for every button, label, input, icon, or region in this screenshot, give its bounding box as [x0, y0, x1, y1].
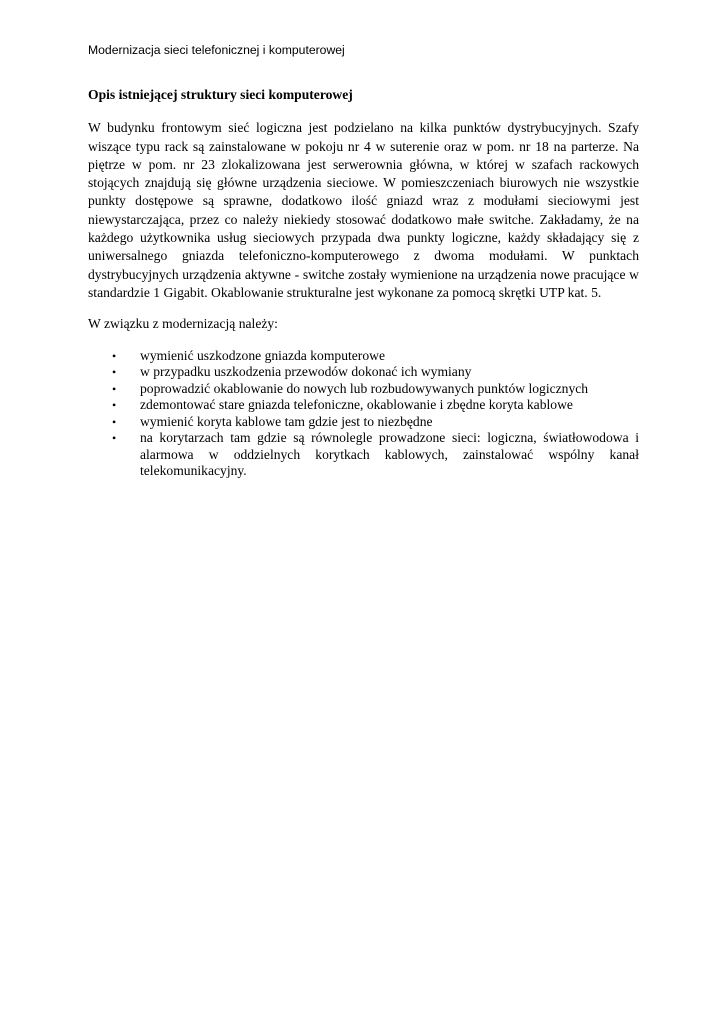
list-item	[112, 430, 639, 480]
document-body	[88, 86, 639, 480]
list-item	[112, 413, 639, 431]
bullet-icon: •	[112, 381, 117, 396]
list-item	[112, 380, 639, 398]
list-item	[112, 397, 639, 414]
bullet-icon: •	[112, 398, 117, 413]
bullet-icon: •	[112, 414, 117, 429]
list-item-text: wymienić uszkodzone gniazda komputerowe	[140, 347, 385, 363]
list-item-text: zdemontować stare gniazda telefoniczne, okablowanie i zbędne koryta kablowe	[140, 397, 573, 413]
section-heading: Opis istniejącej struktury sieci komputerowej	[88, 87, 353, 102]
lead-in-paragraph: W związku z modernizacją należy:	[88, 316, 278, 332]
description-paragraph: W budynku frontowym sieć logiczna jest podzielano na kilka punktów dystrybucyjnych. Szafy wiszące typu rack są zainstalowane w pokoju nr 4 w suterenie oraz w pom. nr 18 na parterze. Na piętrze w pom. nr 23 zlokalizowana jest serwerownia główna, w której w szafach rackowych stojących znajdują się główne urządzenia sieciowe. W pomieszczeniach biurowych nie wszystkie punkty dostępowe są sprawne, dodatkowo ilość gniazd wraz z modułami sieciowymi jest niewystarczająca, przez co należy niekiedy stosować dodatkowo małe switche. Zakładamy, że na każdego użytkownika usług sieciowych przypada dwa punkty logiczne, każdy składający się z uniwersalnego gniazda telefoniczno-komputerowego z dwoma modułami. W punktach dystrybucyjnych urządzenia aktywne - switche zostały wymienione na urządzenia nowe pracujące w standardzie 1 Gigabit. Okablowanie strukturalne jest wykonane za pomocą skrętki UTP kat. 5.	[88, 120, 639, 300]
list-item-text: wymienić koryta kablowe tam gdzie jest to niezbędne	[140, 413, 433, 429]
task-list	[88, 348, 639, 480]
running-header: Modernizacja sieci telefonicznej i komputerowej	[88, 43, 345, 57]
list-item-text: na korytarzach tam gdzie są równolegle prowadzone sieci: logiczna, światłowodowa i alarmowa w oddzielnych korytkach kablowych, zainstalować wspólny kanał telekomunikacyjny.	[140, 430, 639, 479]
bullet-icon: •	[112, 431, 117, 446]
list-item-text: w przypadku uszkodzenia przewodów dokonać ich wymiany	[140, 364, 472, 380]
bullet-icon: •	[112, 348, 117, 363]
list-item-text: poprowadzić okablowanie do nowych lub rozbudowywanych punktów logicznych	[140, 380, 589, 396]
bullet-icon: •	[112, 365, 117, 380]
list-item	[112, 364, 639, 381]
list-item	[112, 347, 639, 365]
